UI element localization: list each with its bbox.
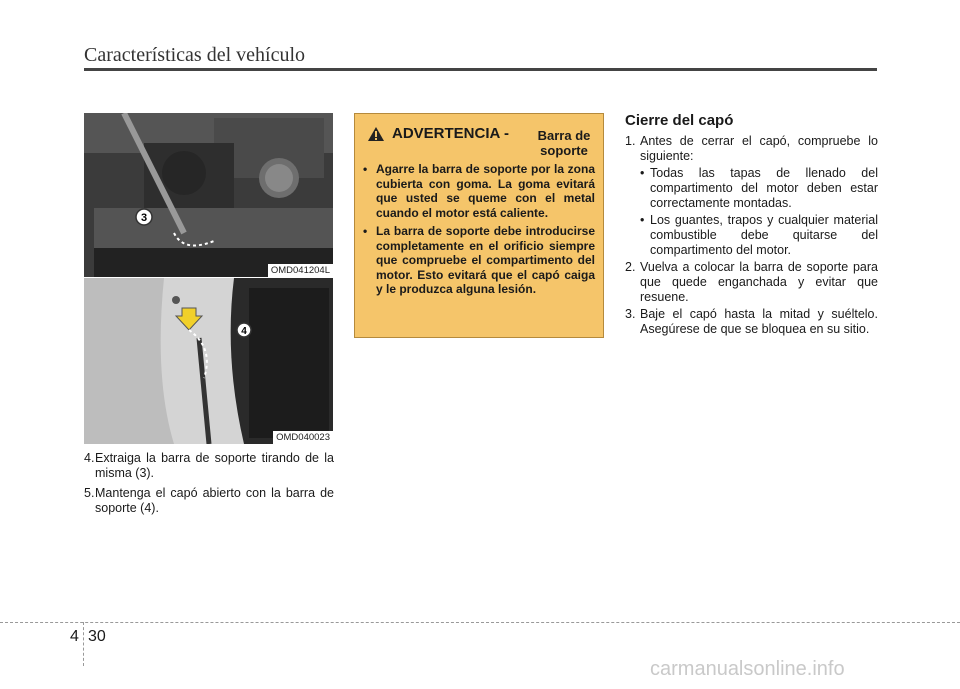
photo2-callout: 4: [241, 326, 247, 337]
list-item: [363, 224, 595, 297]
footer-divider: [83, 622, 84, 666]
warning-text: Agarre la barra de soporte por la zona cubierta con goma. La goma evitará que usted se queme con el metal cuando el motor está caliente.: [376, 162, 595, 220]
photo2-label: OMD040023: [273, 431, 333, 444]
step-number: 3.: [625, 307, 636, 321]
list-item: [84, 486, 334, 516]
step-number: 4.: [84, 451, 95, 465]
page-number: 30: [88, 628, 106, 645]
step-number: 1.: [625, 134, 636, 148]
bullet-text: Los guantes, trapos y cualquier material combustible debe quitarse del compartimento del motor.: [650, 213, 878, 257]
list-item: [625, 307, 878, 337]
step-text: Mantenga el capó abierto con la barra de soporte (4).: [95, 486, 334, 515]
list-item: [625, 260, 878, 305]
step-text: Antes de cerrar el capó, compruebe lo siguiente:: [640, 134, 878, 163]
warning-text: La barra de soporte debe introducirse completamente en el orificio siempre que compruebe el compartimento del motor. Esto evitará que el capó caiga y le produzca alguna lesión.: [376, 224, 595, 296]
list-item: [363, 162, 595, 220]
step-number: 5.: [84, 486, 95, 500]
bullet: •: [640, 166, 645, 180]
hood-illustration: [84, 278, 333, 444]
list-item: [84, 451, 334, 481]
section-heading: Cierre del capó: [625, 112, 734, 129]
step-text: Extraiga la barra de soporte tirando de la misma (3).: [95, 451, 334, 480]
bullet: •: [363, 224, 368, 238]
hood-photo: [84, 278, 333, 444]
photo1-callout: 3: [140, 212, 148, 224]
bullet: •: [640, 213, 645, 227]
watermark: carmanualsonline.info: [650, 658, 845, 680]
footer-rule: [0, 622, 960, 623]
page-header-title: Características del vehículo: [84, 44, 306, 66]
left-steps: [84, 451, 334, 521]
bullet: •: [363, 162, 368, 176]
engine-photo: [84, 113, 333, 277]
warning-title: ADVERTENCIA -: [392, 125, 509, 142]
engine-illustration: [84, 113, 333, 277]
list-item: [640, 166, 878, 211]
warning-triangle-icon: [367, 126, 385, 142]
warning-subtitle: Barra de soporte: [537, 128, 591, 158]
bullet-text: Todas las tapas de llenado del compartimento del motor deben estar correctamente montadas.: [650, 166, 878, 210]
step-number: 2.: [625, 260, 636, 274]
photo1-label: OMD041204L: [268, 264, 333, 277]
list-item: [640, 213, 878, 258]
warning-box: [354, 113, 604, 338]
closing-section: [625, 113, 878, 339]
header-rule: [84, 68, 877, 71]
list-item: [625, 134, 878, 164]
chapter-number: 4: [70, 628, 79, 645]
step-text: Baje el capó hasta la mitad y suéltelo. Asegúrese de que se bloquea en su sitio.: [640, 307, 878, 336]
step-text: Vuelva a colocar la barra de soporte para que quede enganchada y evitar que resuene.: [640, 260, 878, 304]
